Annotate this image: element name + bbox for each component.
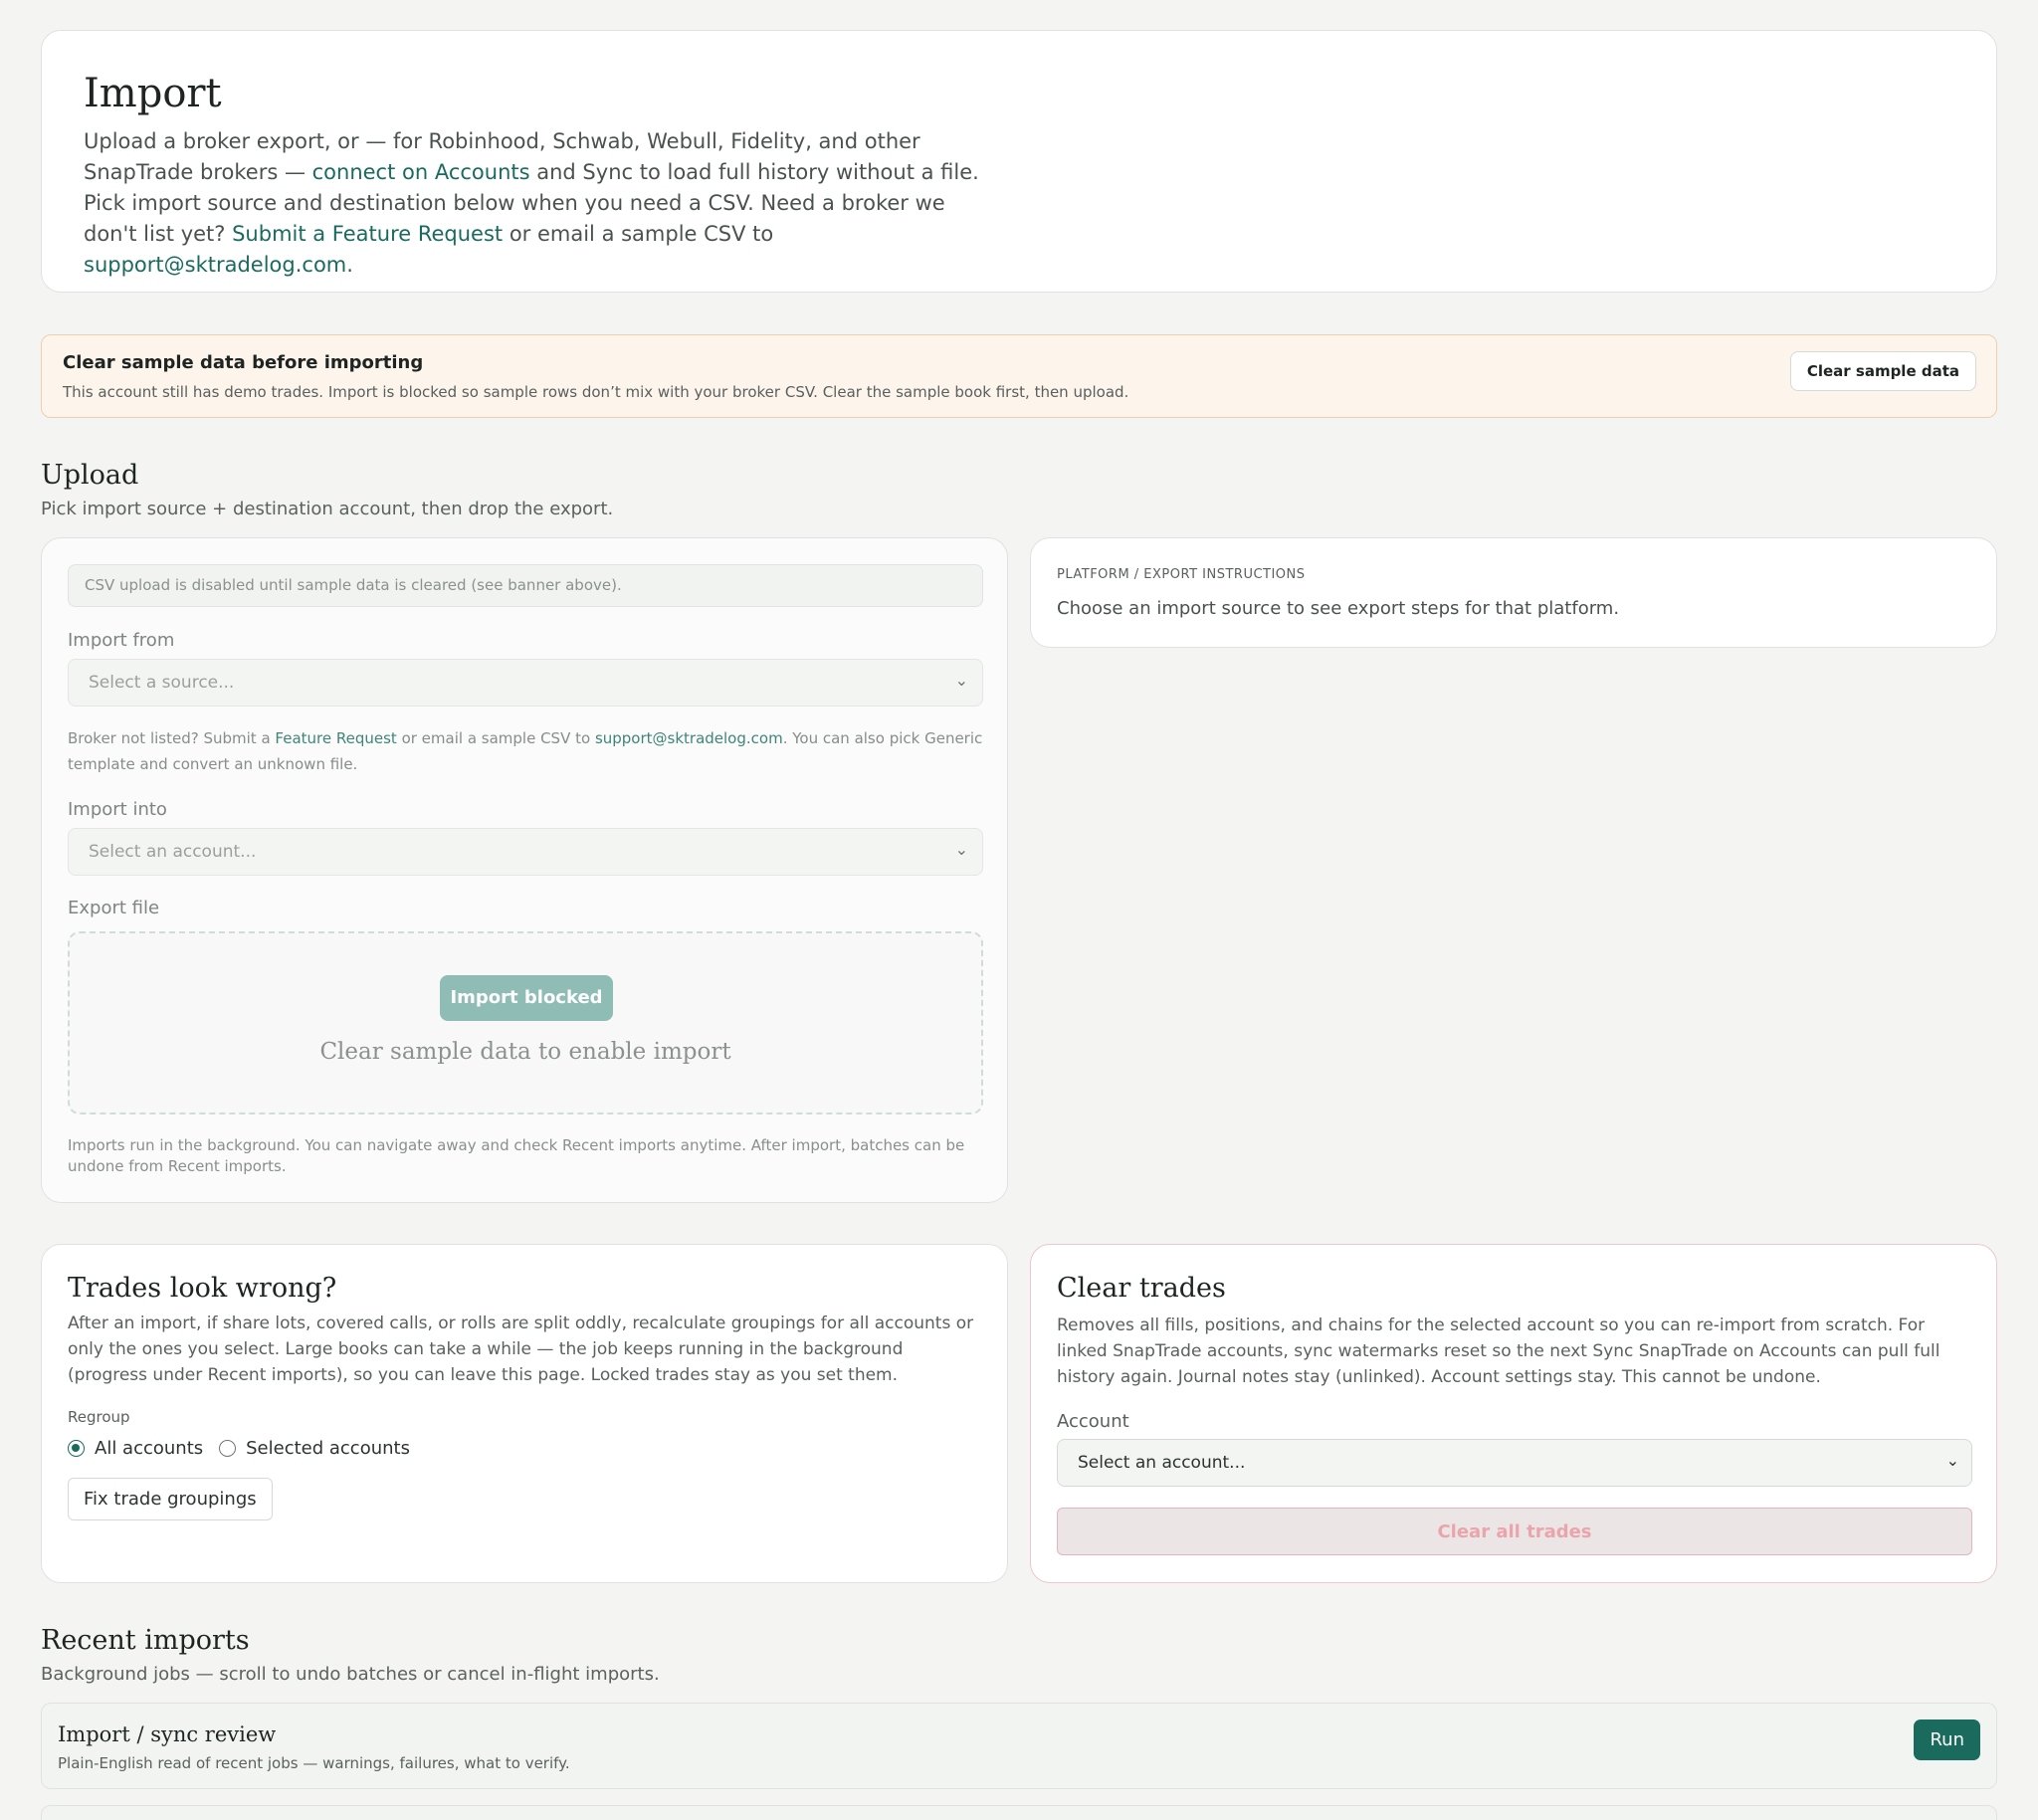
upload-section-subtitle: Pick import source + destination account, then drop the export. [41,499,614,519]
intro-text-part: Upload a broker export, or — for Robinhood, Schwab, Webull, Fidelity, and other SnapTrade brokers — [84,129,920,184]
review-title: Import / sync review [58,1722,277,1746]
clear-sample-data-button[interactable]: Clear sample data [1790,351,1976,391]
regroup-title: Trades look wrong? [68,1273,337,1304]
regroup-radio-group [68,1438,426,1459]
clear-account-select[interactable] [1057,1439,1972,1487]
export-file-label: Export file [68,898,160,918]
recent-imports-title: Recent imports [41,1625,250,1656]
regroup-card [41,1244,1008,1583]
clear-all-trades-button[interactable]: Clear all trades [1057,1508,1972,1555]
support-email-link[interactable]: support@sktradelog.com [594,729,783,747]
upload-disabled-note: CSV upload is disabled until sample data is cleared (see banner above). [68,564,983,607]
help-text-part: Broker not listed? Submit a [68,729,276,747]
intro-text-part: and Sync to load full history without a file. Pick import source and destination below when you need a CSV. Need a broker we don't list yet? [84,160,979,246]
import-account-placeholder: Select an account... [89,842,257,862]
help-text-part: or email a sample CSV to [396,729,595,747]
radio-all-accounts[interactable] [68,1438,203,1459]
sample-data-banner [41,334,1997,418]
account-label: Account [1057,1411,1129,1432]
clear-trades-card [1030,1244,1997,1583]
import-sync-review-card [41,1703,1997,1789]
clear-trades-description: Removes all fills, positions, and chains for the selected account so you can re-import from scratch. For linked SnapTrade accounts, sync watermarks reset so the next Sync SnapTrade on Accounts can pull full history again. Journal notes stay (unlinked). Account settings stay. This cannot be undone. [1057,1315,1940,1387]
upload-footnote: Imports run in the background. You can navigate away and check Recent imports anytime. After import, batches can be undone from Recent imports. [68,1136,965,1175]
radio-selected-icon[interactable] [68,1440,85,1457]
import-into-label: Import into [68,799,167,820]
upload-card [41,537,1008,1203]
feature-request-link[interactable]: Submit a Feature Request [232,222,504,246]
intro-text-part: . [346,253,353,277]
banner-description: This account still has demo trades. Import is blocked so sample rows don’t mix with your broker CSV. Clear the sample book first, then upload. [63,383,1129,401]
run-review-button[interactable]: Run [1914,1719,1980,1760]
file-drop-zone[interactable] [68,931,983,1114]
chevron-down-icon: ⌄ [954,671,968,690]
import-account-select[interactable] [68,828,983,876]
import-source-placeholder: Select a source... [89,673,235,693]
radio-label: All accounts [95,1438,204,1459]
import-from-label: Import from [68,630,175,651]
chevron-down-icon: ⌄ [1945,1451,1959,1470]
export-instructions-card [1030,537,1997,648]
fix-trade-groupings-button[interactable]: Fix trade groupings [68,1478,273,1520]
recent-import-item [41,1805,1997,1820]
radio-unselected-icon[interactable] [219,1440,236,1457]
upload-section-title: Upload [41,460,139,491]
import-header-card [41,30,1997,293]
regroup-description: After an import, if share lots, covered calls, or rolls are split oddly, recalculate groupings for all accounts or only the ones you select. Large books can take a while — the job keeps running in the background (progress under Recent imports), so you can leave this page. Locked trades stay as you set them. [68,1314,974,1385]
import-source-select[interactable] [68,659,983,707]
review-description: Plain-English read of recent jobs — warnings, failures, what to verify. [58,1754,570,1772]
instructions-text: Choose an import source to see export steps for that platform. [1057,598,1620,619]
clear-trades-title: Clear trades [1057,1273,1226,1304]
radio-label: Selected accounts [246,1438,410,1459]
banner-title: Clear sample data before importing [63,352,424,373]
recent-imports-subtitle: Background jobs — scroll to undo batches or cancel in-flight imports. [41,1664,660,1685]
page-title: Import [84,71,222,116]
chevron-down-icon: ⌄ [954,840,968,859]
intro-text-part: or email a sample CSV to [503,222,774,246]
connect-accounts-link[interactable]: connect on Accounts [311,160,530,184]
regroup-label: Regroup [68,1408,130,1426]
import-blocked-button[interactable]: Import blocked [440,975,613,1021]
drop-zone-message: Clear sample data to enable import [319,1039,731,1065]
instructions-caption: PLATFORM / EXPORT INSTRUCTIONS [1057,567,1306,582]
broker-help-note [68,725,983,777]
help-text-part: . You can also pick Generic template and convert an unknown file. [68,729,983,773]
clear-account-placeholder: Select an account... [1078,1453,1246,1473]
radio-selected-accounts[interactable] [219,1438,410,1459]
intro-text [84,126,999,281]
support-email-link[interactable]: support@sktradelog.com [84,253,347,277]
feature-request-link[interactable]: Feature Request [275,729,397,747]
